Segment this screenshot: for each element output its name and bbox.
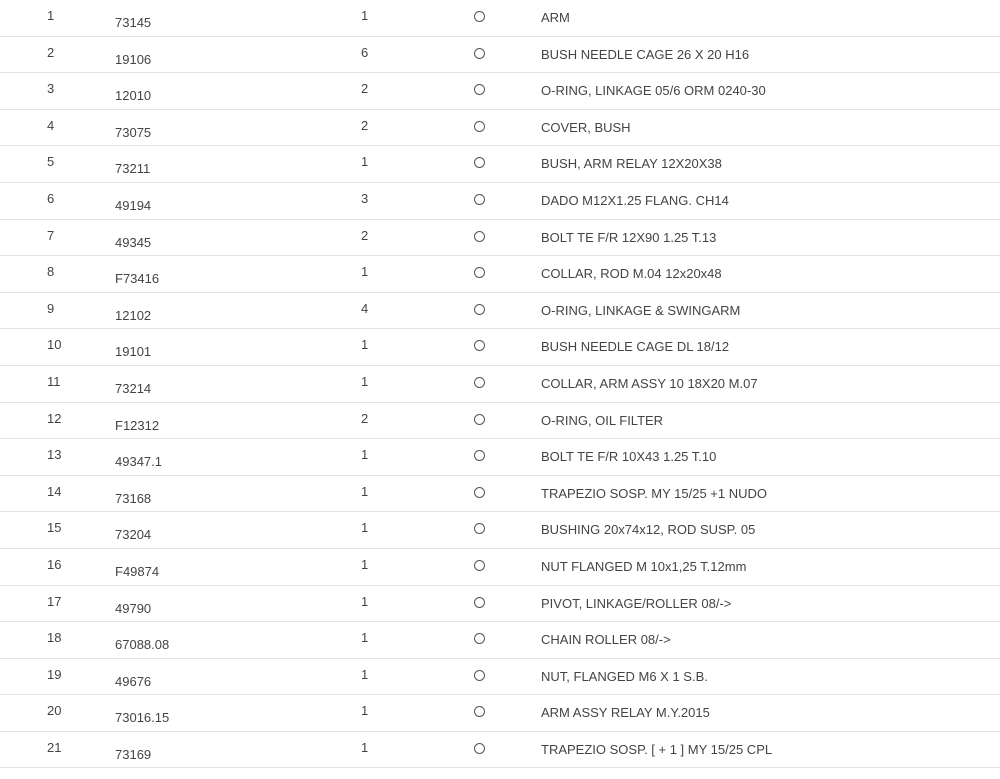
part-description: TRAPEZIO SOSP. MY 15/25 +1 NUDO	[541, 485, 768, 501]
part-position: 4	[47, 117, 55, 133]
part-quantity: 1	[361, 154, 369, 170]
table-row	[0, 293, 1000, 330]
part-description: ARM	[541, 10, 570, 25]
part-position: 13	[47, 447, 62, 463]
table-row	[0, 586, 1000, 623]
radio-unchecked-icon[interactable]	[474, 414, 485, 425]
part-position: 8	[47, 264, 55, 280]
radio-unchecked-icon[interactable]	[474, 267, 485, 278]
part-description: BOLT TE F/R 12X90 1.25 T.13	[541, 229, 717, 245]
radio-unchecked-icon[interactable]	[474, 84, 485, 95]
part-quantity: 1	[361, 593, 369, 609]
part-code: 73075	[115, 124, 152, 140]
part-quantity: 2	[361, 117, 369, 133]
part-code: 67088.08	[115, 637, 170, 653]
radio-unchecked-icon[interactable]	[474, 450, 485, 461]
part-quantity: 2	[361, 410, 369, 426]
table-row	[0, 329, 1000, 366]
part-quantity: 3	[361, 190, 369, 206]
part-quantity: 1	[361, 520, 369, 536]
table-row	[0, 110, 1000, 147]
part-quantity: 1	[361, 556, 369, 572]
table-row	[0, 439, 1000, 476]
part-code: 73204	[115, 527, 152, 543]
radio-unchecked-icon[interactable]	[474, 11, 485, 22]
table-row	[0, 549, 1000, 586]
table-row	[0, 403, 1000, 440]
part-position: 21	[47, 739, 62, 755]
part-position: 2	[47, 44, 55, 60]
part-quantity: 1	[361, 703, 369, 719]
table-row	[0, 659, 1000, 696]
radio-unchecked-icon[interactable]	[474, 231, 485, 242]
part-quantity: 1	[361, 630, 369, 646]
part-position: 9	[47, 300, 55, 316]
part-description: O-RING, LINKAGE 05/6 ORM 0240-30	[541, 83, 766, 99]
part-quantity: 1	[361, 337, 369, 353]
part-position: 7	[47, 227, 55, 243]
part-code: 19106	[115, 51, 152, 67]
part-position: 15	[47, 520, 62, 536]
part-position: 10	[47, 337, 62, 353]
part-quantity: 1	[361, 666, 369, 682]
part-quantity: 1	[361, 264, 369, 280]
radio-unchecked-icon[interactable]	[474, 597, 485, 608]
part-position: 6	[47, 190, 55, 206]
radio-unchecked-icon[interactable]	[474, 670, 485, 681]
part-position: 11	[47, 373, 61, 389]
part-code: 73168	[115, 490, 152, 506]
part-description: NUT, FLANGED M6 X 1 S.B.	[541, 668, 708, 684]
part-description: ARM ASSY RELAY M.Y.2015	[541, 705, 710, 721]
radio-unchecked-icon[interactable]	[474, 706, 485, 717]
part-quantity: 6	[361, 44, 369, 60]
part-code: 49194	[115, 197, 152, 213]
part-description: PIVOT, LINKAGE/ROLLER 08/->	[541, 595, 732, 611]
table-row	[0, 366, 1000, 403]
part-description: COLLAR, ROD M.04 12x20x48	[541, 266, 722, 282]
part-quantity: 4	[361, 300, 369, 316]
part-description: O-RING, OIL FILTER	[541, 412, 664, 428]
radio-unchecked-icon[interactable]	[474, 157, 485, 168]
part-description: BOLT TE F/R 10X43 1.25 T.10	[541, 449, 717, 465]
table-row	[0, 695, 1000, 732]
part-position: 5	[47, 154, 55, 170]
part-quantity: 2	[361, 81, 369, 97]
part-code: 73214	[115, 380, 152, 396]
part-code: 73016.15	[115, 710, 170, 726]
table-row	[0, 37, 1000, 74]
table-row	[0, 183, 1000, 220]
table-row	[0, 0, 1000, 37]
part-description: COLLAR, ARM ASSY 10 18X20 M.07	[541, 375, 758, 391]
part-code: F73416	[115, 271, 160, 287]
radio-unchecked-icon[interactable]	[474, 304, 485, 315]
part-code: 12010	[115, 88, 152, 104]
part-position: 19	[47, 666, 62, 682]
part-code: 49676	[115, 673, 152, 689]
part-quantity: 1	[361, 483, 369, 499]
part-description: BUSH NEEDLE CAGE DL 18/12	[541, 339, 730, 355]
part-code: 12102	[115, 307, 152, 323]
table-row	[0, 622, 1000, 659]
table-row	[0, 220, 1000, 257]
part-code: 49790	[115, 600, 152, 616]
table-row	[0, 476, 1000, 513]
part-position: 1	[47, 8, 55, 23]
part-quantity: 2	[361, 227, 369, 243]
table-row	[0, 73, 1000, 110]
part-description: DADO M12X1.25 FLANG. CH14	[541, 192, 729, 208]
part-position: 3	[47, 81, 55, 97]
part-quantity: 1	[361, 8, 369, 23]
part-position: 18	[47, 630, 62, 646]
part-position: 16	[47, 556, 62, 572]
part-description: NUT FLANGED M 10x1,25 T.12mm	[541, 558, 747, 574]
table-row	[0, 256, 1000, 293]
part-position: 17	[47, 593, 62, 609]
part-description: CHAIN ROLLER 08/->	[541, 632, 671, 648]
radio-unchecked-icon[interactable]	[474, 743, 485, 754]
part-code: F49874	[115, 563, 160, 579]
part-code: 19101	[115, 344, 152, 360]
table-row	[0, 512, 1000, 549]
part-code: 73211	[115, 161, 151, 177]
radio-unchecked-icon[interactable]	[474, 340, 485, 351]
part-description: BUSH, ARM RELAY 12X20X38	[541, 156, 722, 172]
radio-unchecked-icon[interactable]	[474, 487, 485, 498]
radio-unchecked-icon[interactable]	[474, 194, 485, 205]
radio-unchecked-icon[interactable]	[474, 48, 485, 59]
part-position: 12	[47, 410, 62, 426]
radio-unchecked-icon[interactable]	[474, 523, 485, 534]
radio-unchecked-icon[interactable]	[474, 633, 485, 644]
radio-unchecked-icon[interactable]	[474, 560, 485, 571]
part-position: 14	[47, 483, 62, 499]
table-row	[0, 146, 1000, 183]
part-code: F12312	[115, 417, 160, 433]
part-code: 49347.1	[115, 454, 162, 470]
table-row	[0, 732, 1000, 769]
part-position: 20	[47, 703, 62, 719]
part-quantity: 1	[361, 447, 369, 463]
part-code: 73145	[115, 15, 152, 30]
part-code: 73169	[115, 746, 152, 762]
part-quantity: 1	[361, 373, 369, 389]
part-description: COVER, BUSH	[541, 119, 631, 135]
part-description: O-RING, LINKAGE & SWINGARM	[541, 302, 741, 318]
part-quantity: 1	[361, 739, 369, 755]
part-description: TRAPEZIO SOSP. [ + 1 ] MY 15/25 CPL	[541, 741, 773, 757]
part-description: BUSHING 20x74x12, ROD SUSP. 05	[541, 522, 756, 538]
radio-unchecked-icon[interactable]	[474, 377, 485, 388]
radio-unchecked-icon[interactable]	[474, 121, 485, 132]
part-description: BUSH NEEDLE CAGE 26 X 20 H16	[541, 46, 750, 62]
part-code: 49345	[115, 234, 152, 250]
